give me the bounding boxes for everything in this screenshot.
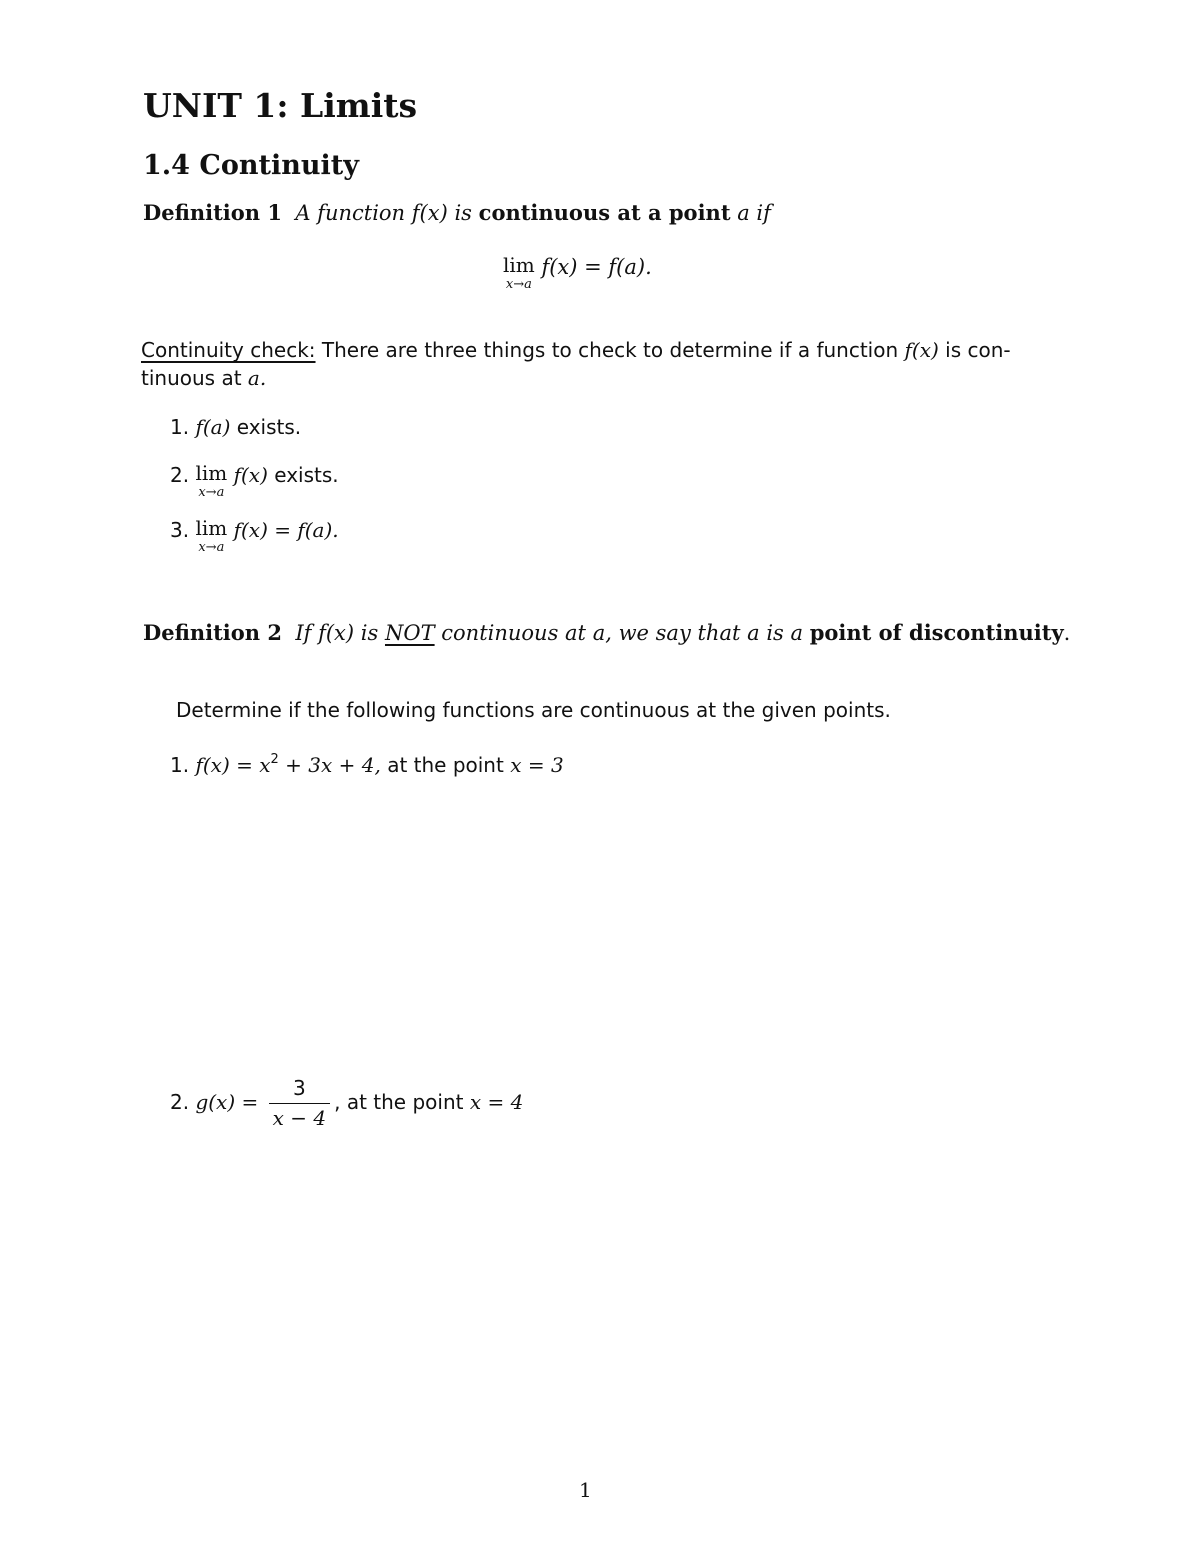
definition-2 [143, 620, 1070, 645]
continuity-check-line-1 [141, 338, 1011, 362]
limit-operator [195, 518, 227, 554]
page-number: 1 [579, 1478, 592, 1502]
continuity-check-text: There are three things to check to determine if a function [321, 338, 899, 362]
definition-1-var-a: a [737, 201, 750, 225]
exercise-number: 1. [170, 753, 190, 777]
check-item-2 [170, 463, 339, 499]
definition-1-text-a: A function [295, 201, 406, 225]
check-item-1 [170, 415, 301, 439]
continuity-check-line-2-text: tinuous at [141, 366, 242, 390]
definition-1 [143, 200, 771, 225]
definition-1-label: Definition 1 [143, 200, 282, 225]
equation-expression: f(x) = f(a). [541, 255, 652, 279]
exercise-lhs: g(x) = [195, 1090, 259, 1114]
definition-2-text-if: If [295, 621, 312, 645]
lim-subscript: x→a [198, 485, 225, 500]
check-item-number: 3. [170, 518, 190, 542]
definition-2-text-mid: continuous at [441, 621, 586, 645]
definition-2-not: NOT [384, 621, 435, 645]
check-item-text: exists. [274, 463, 339, 487]
exercise-point: x = 3 [510, 753, 564, 777]
limit-operator [195, 463, 227, 499]
continuity-check-fx: f(x) [904, 338, 939, 362]
check-item-math: f(x) = f(a). [233, 518, 339, 542]
fraction-numerator: 3 [293, 1076, 306, 1100]
check-item-text: exists. [236, 415, 302, 439]
exercise-lhs: f(x) = x [195, 753, 271, 777]
definition-2-label: Definition 2 [143, 620, 282, 645]
definition-2-bold: point of discontinuity [809, 620, 1064, 645]
limit-operator [503, 255, 535, 291]
fraction [269, 1077, 330, 1130]
exercises-intro: Determine if the following functions are continuous at the given points. [176, 698, 891, 722]
exercise-number: 2. [170, 1090, 190, 1114]
exercise-comma: , [334, 1090, 341, 1114]
check-item-3 [170, 518, 339, 554]
lim-subscript: x→a [505, 277, 532, 292]
check-item-math: f(x) [233, 463, 268, 487]
definition-1-fx: f(x) [411, 201, 448, 225]
lim-word: lim [195, 461, 228, 485]
definition-2-period: . [1063, 621, 1071, 645]
exercise-point: x = 4 [469, 1090, 524, 1114]
lim-word: lim [195, 516, 228, 540]
continuity-check-line-2-var: a. [247, 366, 267, 390]
exercise-text: at the point [346, 1090, 464, 1114]
check-item-math: f(a) [195, 415, 231, 439]
definition-2-var-a1: a, [592, 621, 612, 645]
exercise-superscript: 2 [270, 752, 279, 767]
section-title: 1.4 Continuity [143, 150, 359, 181]
continuity-check-tail: is con- [945, 338, 1011, 362]
continuity-check-label: Continuity check: [141, 338, 316, 362]
continuity-check-line-2 [141, 366, 266, 390]
check-item-number: 1. [170, 415, 190, 439]
definition-1-bold: continuous at a point [478, 200, 731, 225]
lim-word: lim [503, 253, 535, 277]
definition-2-fx: f(x) [318, 621, 355, 645]
definition-2-text-is: is [360, 621, 379, 645]
exercise-2 [170, 1077, 523, 1130]
lim-subscript: x→a [198, 540, 225, 555]
definition-1-text-is: is [454, 201, 472, 225]
exercise-text: at the point [387, 753, 504, 777]
unit-title: UNIT 1: Limits [143, 86, 418, 125]
definition-1-text-if: if [756, 201, 771, 225]
check-item-number: 2. [170, 463, 190, 487]
definition-2-text-say: we say that [618, 621, 741, 645]
definition-1-equation [503, 255, 652, 291]
definition-2-text-isa: is a [766, 621, 804, 645]
exercise-1 [170, 752, 564, 777]
fraction-denominator: x − 4 [269, 1103, 330, 1130]
exercise-rhs: + 3x + 4, [285, 753, 381, 777]
definition-2-var-a2: a [747, 621, 760, 645]
